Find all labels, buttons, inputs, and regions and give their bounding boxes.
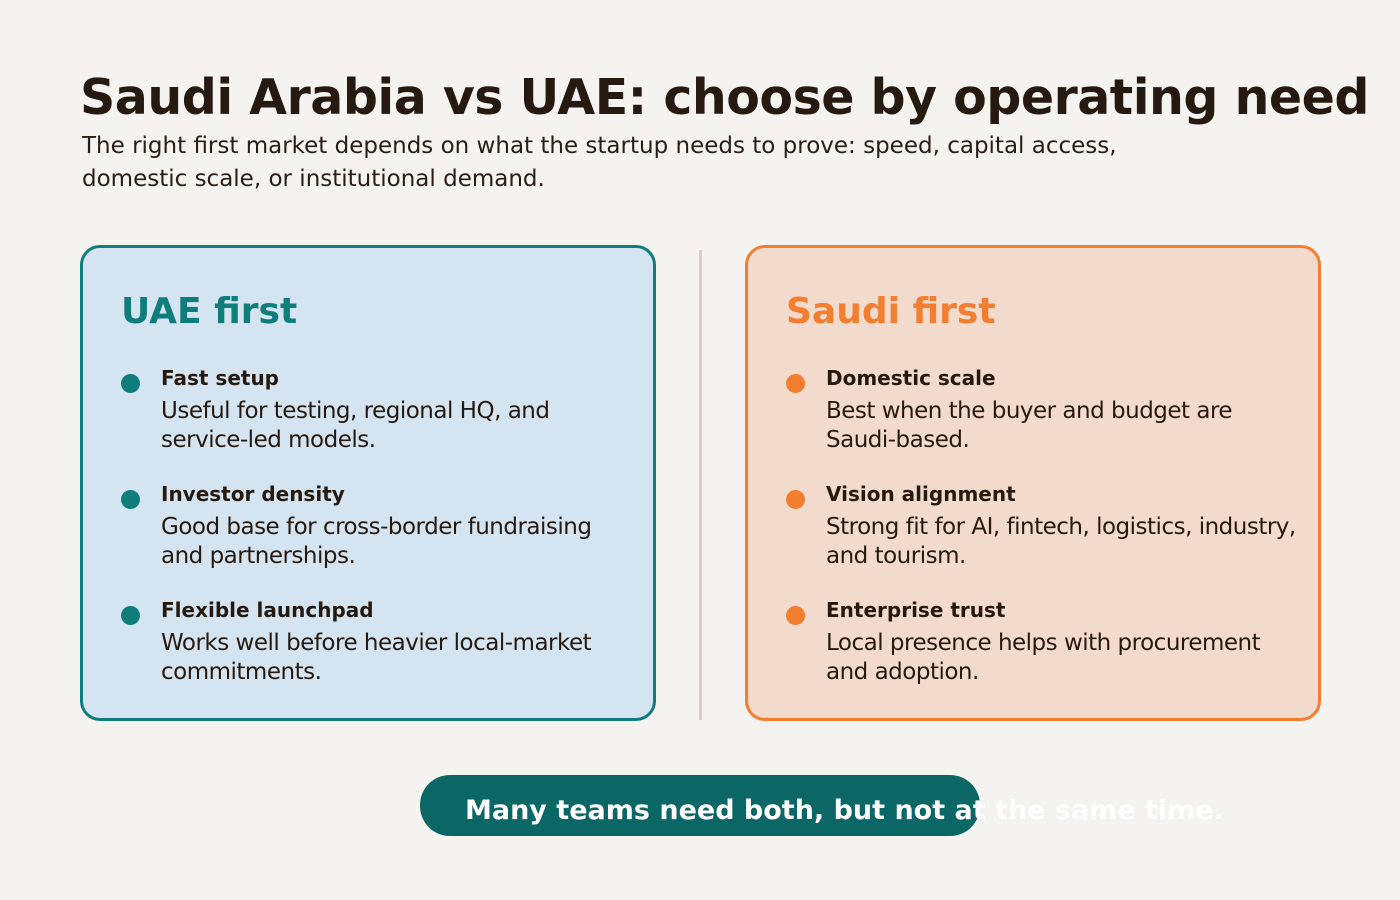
bullet-dot-icon: [786, 490, 805, 509]
uae-item-description: Useful for testing, regional HQ, and service-led models.: [161, 398, 550, 453]
uae-first-card: [80, 245, 656, 721]
uae-item-heading: Flexible launchpad: [161, 598, 374, 622]
bullet-dot-icon: [121, 606, 140, 625]
saudi-item-description: Strong fit for AI, fintech, logistics, industry, and tourism.: [826, 514, 1296, 569]
saudi-card-title: Saudi first: [786, 291, 996, 332]
saudi-item-heading: Vision alignment: [826, 482, 1016, 506]
column-divider: [699, 250, 702, 720]
uae-card-title: UAE first: [121, 291, 298, 332]
footer-callout-text: Many teams need both, but not at the same time.: [465, 795, 1224, 826]
bullet-dot-icon: [786, 374, 805, 393]
uae-item-description: Good base for cross-border fundraising and partnerships.: [161, 514, 592, 569]
uae-item-heading: Fast setup: [161, 366, 279, 390]
saudi-first-card: [745, 245, 1321, 721]
bullet-dot-icon: [121, 490, 140, 509]
saudi-item-heading: Domestic scale: [826, 366, 996, 390]
page-subtitle: The right first market depends on what the startup needs to prove: speed, capital access, domestic scale, or institutional demand.: [82, 133, 1117, 192]
page-title: Saudi Arabia vs UAE: choose by operating need: [80, 69, 1369, 126]
uae-item-heading: Investor density: [161, 482, 345, 506]
bullet-dot-icon: [786, 606, 805, 625]
saudi-item-description: Local presence helps with procurement and adoption.: [826, 630, 1261, 685]
bullet-dot-icon: [121, 374, 140, 393]
uae-item-description: Works well before heavier local-market commitments.: [161, 630, 592, 685]
saudi-item-description: Best when the buyer and budget are Saudi-based.: [826, 398, 1233, 453]
saudi-item-heading: Enterprise trust: [826, 598, 1006, 622]
